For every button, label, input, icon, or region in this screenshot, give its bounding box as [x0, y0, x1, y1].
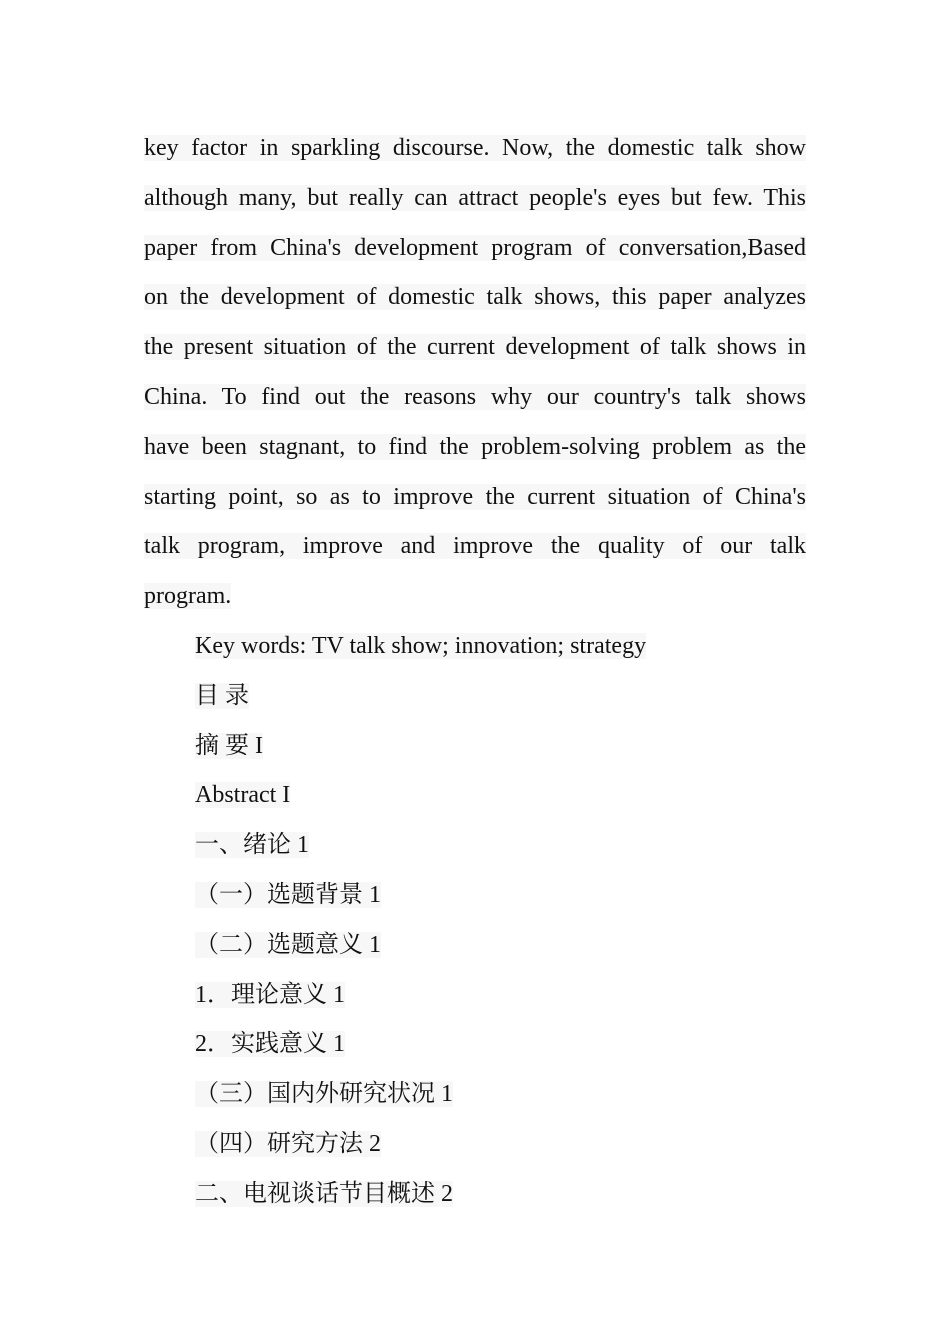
toc-item: 一、绪论 1 [195, 832, 309, 859]
toc-item: （四）研究方法 2 [195, 1130, 381, 1157]
abstract-line: although many, but really can attract people's eyes but few. This [144, 184, 806, 211]
toc-item: Abstract I [195, 782, 291, 809]
abstract-line: on the development of domestic talk shows, this paper analyzes [144, 284, 806, 311]
toc-item: （二）选题意义 1 [195, 931, 381, 958]
abstract-line: China. To find out the reasons why our country's talk shows [144, 383, 806, 410]
toc-item: 2．实践意义 1 [195, 1031, 345, 1058]
abstract-line: starting point, so as to improve the current situation of China's [144, 483, 806, 510]
toc-item: （三）国内外研究状况 1 [195, 1081, 453, 1108]
toc-title: 目 录 [195, 682, 249, 709]
abstract-line: have been stagnant, to find the problem-solving problem as the [144, 433, 806, 460]
document-body [144, 124, 806, 1220]
keywords: Key words: TV talk show; innovation; strategy [195, 632, 647, 659]
abstract-line: key factor in sparkling discourse. Now, the domestic talk show [144, 135, 806, 161]
toc-item: （一）选题背景 1 [195, 881, 381, 908]
abstract-line-last: program. [144, 583, 232, 610]
toc-item: 摘 要 I [195, 732, 263, 759]
abstract-line: talk program, improve and improve the quality of our talk [144, 533, 806, 560]
toc-item: 二、电视谈话节目概述 2 [195, 1180, 453, 1207]
abstract-line: the present situation of the current development of talk shows in [144, 334, 806, 361]
toc-item: 1．理论意义 1 [195, 981, 345, 1008]
abstract-line: paper from China's development program of conversation,Based [144, 234, 806, 261]
